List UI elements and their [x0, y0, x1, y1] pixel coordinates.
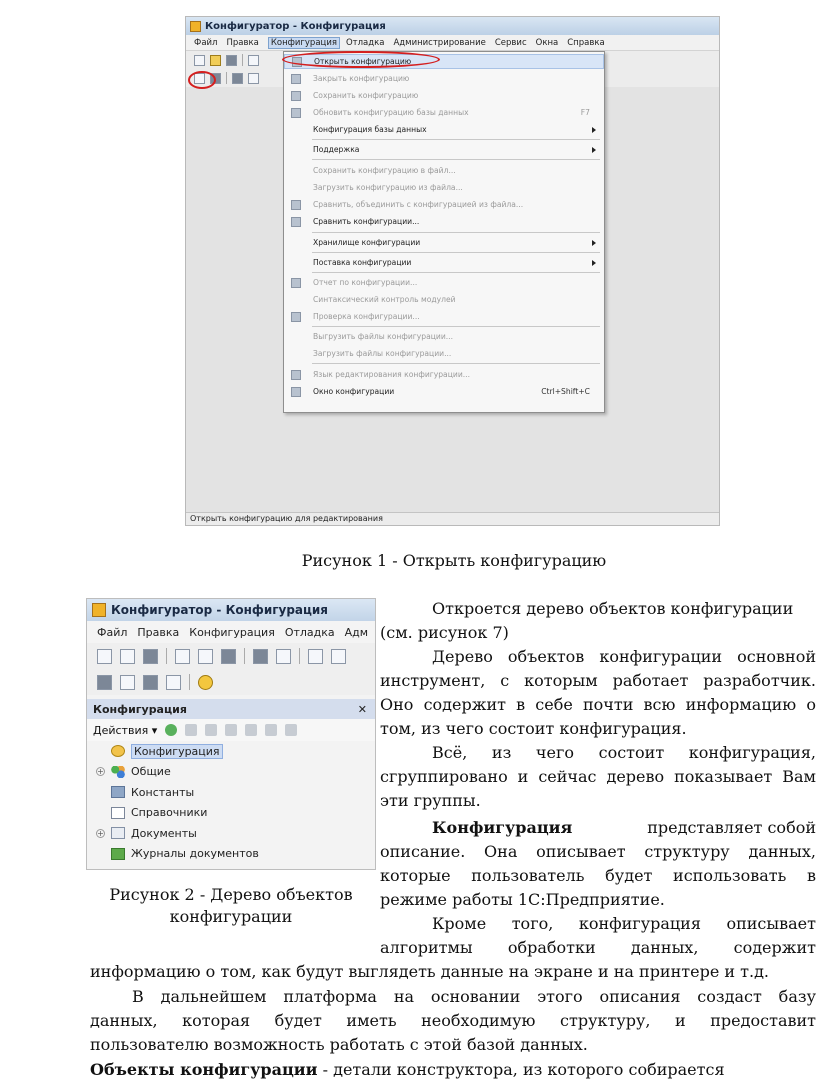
menu-item-check-configuration[interactable]: Проверка конфигурации... — [284, 309, 604, 324]
menu-administration[interactable]: Адм — [344, 625, 369, 639]
close-config-icon — [291, 74, 301, 84]
toolbar-top — [87, 643, 375, 669]
journals-icon — [111, 848, 125, 860]
add-icon[interactable] — [165, 724, 177, 736]
blank-icon — [291, 166, 301, 176]
body-line-objects — [90, 1058, 725, 1082]
menu-edit[interactable]: Правка — [137, 625, 180, 639]
body-line: описание. Она описывает структуру данных, — [380, 842, 816, 861]
forward-icon[interactable] — [331, 649, 346, 664]
menu-item-configuration-window[interactable]: Окно конфигурации Ctrl+Shift+C — [284, 384, 604, 399]
save-config-icon — [291, 91, 301, 101]
figure-2-caption — [86, 884, 376, 928]
menu-item-report[interactable]: Отчет по конфигурации... — [284, 275, 604, 290]
actions-menu-button[interactable]: Действия ▾ — [93, 723, 158, 737]
red-highlight-circle-menu — [282, 51, 440, 68]
save-icon[interactable] — [143, 649, 158, 664]
documents-icon — [111, 827, 125, 839]
tree-item-configuration[interactable] — [87, 741, 375, 762]
save-icon[interactable] — [226, 55, 237, 66]
cut-icon[interactable] — [248, 55, 259, 66]
toolbar-separator — [189, 674, 190, 690]
body-line: эти группы. — [380, 791, 481, 810]
tree-item-common[interactable] — [87, 762, 375, 783]
tree-item-document-journals[interactable] — [87, 844, 375, 865]
menu-separator — [312, 252, 600, 253]
tree-item-documents[interactable] — [87, 823, 375, 844]
figure-2-caption-line1: Рисунок 2 - Дерево объектов — [109, 885, 353, 904]
catalogs-icon — [111, 807, 125, 819]
menu-item-close-configuration[interactable]: Закрыть конфигурацию — [284, 71, 604, 86]
configuration-dropdown-menu — [283, 51, 605, 413]
configuration-icon — [111, 745, 125, 757]
tree-item-label: Общие — [131, 765, 171, 779]
update-db-icon[interactable] — [143, 675, 158, 690]
menu-item-db-configuration[interactable]: Конфигурация базы данных — [284, 122, 604, 137]
expand-icon[interactable]: + — [97, 767, 104, 777]
menu-help[interactable]: Справка — [567, 37, 605, 48]
body-line: Дерево объектов конфигурации основной — [432, 647, 816, 666]
menu-configuration[interactable]: Конфигурация — [189, 625, 275, 639]
menu-file[interactable]: Файл — [97, 625, 128, 639]
toolbar-separator — [166, 648, 167, 664]
body-line: (см. рисунок 7) — [380, 623, 509, 642]
db-icon[interactable] — [120, 675, 135, 690]
paste-icon[interactable] — [221, 649, 236, 664]
body-line: Кроме того, конфигурация описывает — [432, 914, 816, 933]
menu-separator — [312, 232, 600, 233]
compare-icon — [291, 217, 301, 227]
configuration-panel-header — [87, 699, 375, 719]
move-up-icon[interactable] — [245, 724, 257, 736]
objects-definition-text: - детали конструктора, из которого собирается — [317, 1060, 725, 1079]
blank-icon — [291, 258, 301, 268]
move-down-icon[interactable] — [265, 724, 277, 736]
submenu-arrow-icon — [592, 147, 596, 153]
report-icon — [291, 278, 301, 288]
panel-title: Конфигурация — [93, 702, 187, 716]
submenu-arrow-icon — [592, 127, 596, 133]
menu-item-support[interactable]: Поддержка — [284, 142, 604, 157]
menu-windows[interactable]: Окна — [535, 37, 559, 48]
menu-item-export-files[interactable]: Выгрузить файлы конфигурации... — [284, 329, 604, 344]
menu-item-import-files[interactable]: Загрузить файлы конфигурации... — [284, 346, 604, 361]
red-highlight-circle-toolbar — [188, 71, 216, 89]
menu-item-save-to-file[interactable]: Сохранить конфигурацию в файл... — [284, 163, 604, 178]
window-icon — [291, 387, 301, 397]
update-db-icon — [291, 108, 301, 118]
body-line: инструмент, с которым работает разработчик. — [380, 671, 816, 690]
menu-separator — [312, 272, 600, 273]
close-icon[interactable]: ✕ — [357, 702, 367, 716]
actions-toolbar — [87, 719, 375, 741]
menu-separator — [312, 363, 600, 364]
menu-item-repository[interactable]: Хранилище конфигурации — [284, 235, 604, 250]
language-icon — [291, 370, 301, 380]
tree-item-label: Документы — [131, 826, 197, 840]
body-line: сгруппировано и сейчас дерево показывает Вам — [380, 767, 816, 786]
config-window-icon[interactable] — [166, 675, 181, 690]
body-line: информацию о том, как будут выглядеть данные на экране и на принтере и т.д. — [90, 962, 769, 981]
print-icon[interactable] — [253, 649, 268, 664]
toolbar-separator — [299, 648, 300, 664]
tree-item-label: Константы — [131, 785, 195, 799]
blank-icon — [291, 295, 301, 305]
new-icon[interactable] — [194, 55, 205, 66]
configurator-screenshot-1 — [185, 16, 720, 526]
figure-2-caption-line2: конфигурации — [169, 907, 293, 926]
properties-icon[interactable] — [285, 724, 297, 736]
tree-item-catalogs[interactable] — [87, 803, 375, 824]
menu-item-update-db-configuration[interactable]: Обновить конфигурацию базы данных F7 — [284, 105, 604, 120]
new-icon[interactable] — [97, 649, 112, 664]
body-line: режиме работы 1С:Предприятие. — [380, 890, 665, 909]
tree-item-label: Журналы документов — [131, 847, 259, 861]
blank-icon — [291, 332, 301, 342]
blank-icon — [291, 145, 301, 155]
body-line: Всё, из чего состоит конфигурация, — [432, 743, 816, 762]
tree-item-label: Конфигурация — [131, 744, 223, 759]
window-title: Конфигуратор - Конфигурация — [111, 603, 329, 617]
menu-service[interactable]: Сервис — [494, 37, 527, 48]
toolbar-separator — [226, 72, 227, 84]
delete-icon[interactable] — [225, 724, 237, 736]
menu-file[interactable]: Файл — [194, 37, 218, 48]
menu-item-delivery[interactable]: Поставка конфигурации — [284, 255, 604, 270]
menu-item-open-configuration[interactable]: Открыть конфигурацию — [284, 54, 604, 69]
menu-item-edit-language[interactable]: Язык редактирования конфигурации... — [284, 367, 604, 382]
body-line: алгоритмы обработки данных, содержит — [380, 938, 816, 957]
menubar — [87, 621, 375, 643]
app-icon — [190, 21, 201, 32]
menu-item-save-configuration[interactable]: Сохранить конфигурацию — [284, 88, 604, 103]
blank-icon — [291, 125, 301, 135]
menu-separator — [312, 139, 600, 140]
config-window-icon[interactable] — [248, 73, 259, 84]
copy-icon[interactable] — [198, 649, 213, 664]
menu-separator — [312, 326, 600, 327]
menu-debug[interactable]: Отладка — [284, 625, 335, 639]
compare-merge-icon — [291, 200, 301, 210]
tree-item-constants[interactable] — [87, 782, 375, 803]
menu-configuration[interactable]: Конфигурация — [268, 37, 340, 49]
window-title: Конфигуратор - Конфигурация — [205, 20, 386, 32]
window-titlebar — [87, 599, 375, 621]
configurator-screenshot-2 — [86, 598, 376, 870]
search-icon[interactable] — [276, 649, 291, 664]
edit-icon[interactable] — [185, 724, 197, 736]
toolbar-second — [87, 669, 375, 695]
body-line: Откроется дерево объектов конфигурации — [432, 599, 794, 618]
open-config-icon[interactable] — [97, 675, 112, 690]
window-titlebar — [186, 17, 719, 35]
menu-separator — [312, 159, 600, 160]
term-config-objects: Объекты конфигурации — [90, 1060, 318, 1079]
menu-administration[interactable]: Администрирование — [393, 37, 486, 48]
copy-icon[interactable] — [205, 724, 217, 736]
blank-icon — [291, 183, 301, 193]
back-icon[interactable] — [308, 649, 323, 664]
menu-item-compare-merge-file[interactable]: Сравнить, объединить с конфигурацией из файла... — [284, 197, 604, 212]
check-icon — [291, 312, 301, 322]
body-line: пользователю возможность работать с этой базой данных. — [90, 1035, 588, 1054]
expand-icon[interactable]: + — [97, 828, 104, 838]
common-icon — [111, 766, 125, 778]
menu-item-load-from-file[interactable]: Загрузить конфигурацию из файла... — [284, 180, 604, 195]
run-icon[interactable] — [198, 675, 213, 690]
blank-icon — [291, 238, 301, 248]
body-line: Оно содержит в себе почти всю информацию о — [380, 695, 816, 714]
menubar — [186, 35, 719, 51]
menu-edit[interactable]: Правка — [226, 37, 259, 48]
menu-item-syntax-check[interactable]: Синтаксический контроль модулей — [284, 292, 604, 307]
cut-icon[interactable] — [175, 649, 190, 664]
body-line: данных, которая будет иметь необходимую структуру, и предоставит — [90, 1011, 816, 1030]
toolbar-separator — [244, 648, 245, 664]
blank-icon — [291, 349, 301, 359]
app-icon — [92, 603, 106, 617]
constants-icon — [111, 786, 125, 798]
body-line-bold-term — [432, 816, 572, 840]
toolbar-separator — [242, 54, 243, 66]
tree-item-label: Справочники — [131, 806, 208, 820]
body-line: которые пользователь будет использовать в — [380, 866, 816, 885]
open-icon[interactable] — [210, 55, 221, 66]
submenu-arrow-icon — [592, 240, 596, 246]
submenu-arrow-icon — [592, 260, 596, 266]
update-db-icon[interactable] — [232, 73, 243, 84]
body-line: представляет собой — [647, 818, 816, 837]
body-line: том, из чего состоит конфигурация. — [380, 719, 687, 738]
open-icon[interactable] — [120, 649, 135, 664]
status-bar: Открыть конфигурацию для редактирования — [186, 512, 719, 525]
body-line: В дальнейшем платформа на основании этого описания создаст базу — [132, 987, 816, 1006]
figure-1-caption: Рисунок 1 - Открыть конфигурацию — [301, 551, 607, 570]
menu-item-compare-configurations[interactable]: Сравнить конфигурации... — [284, 214, 604, 229]
menu-debug[interactable]: Отладка — [345, 37, 385, 48]
term-configuration: Конфигурация — [432, 818, 573, 837]
